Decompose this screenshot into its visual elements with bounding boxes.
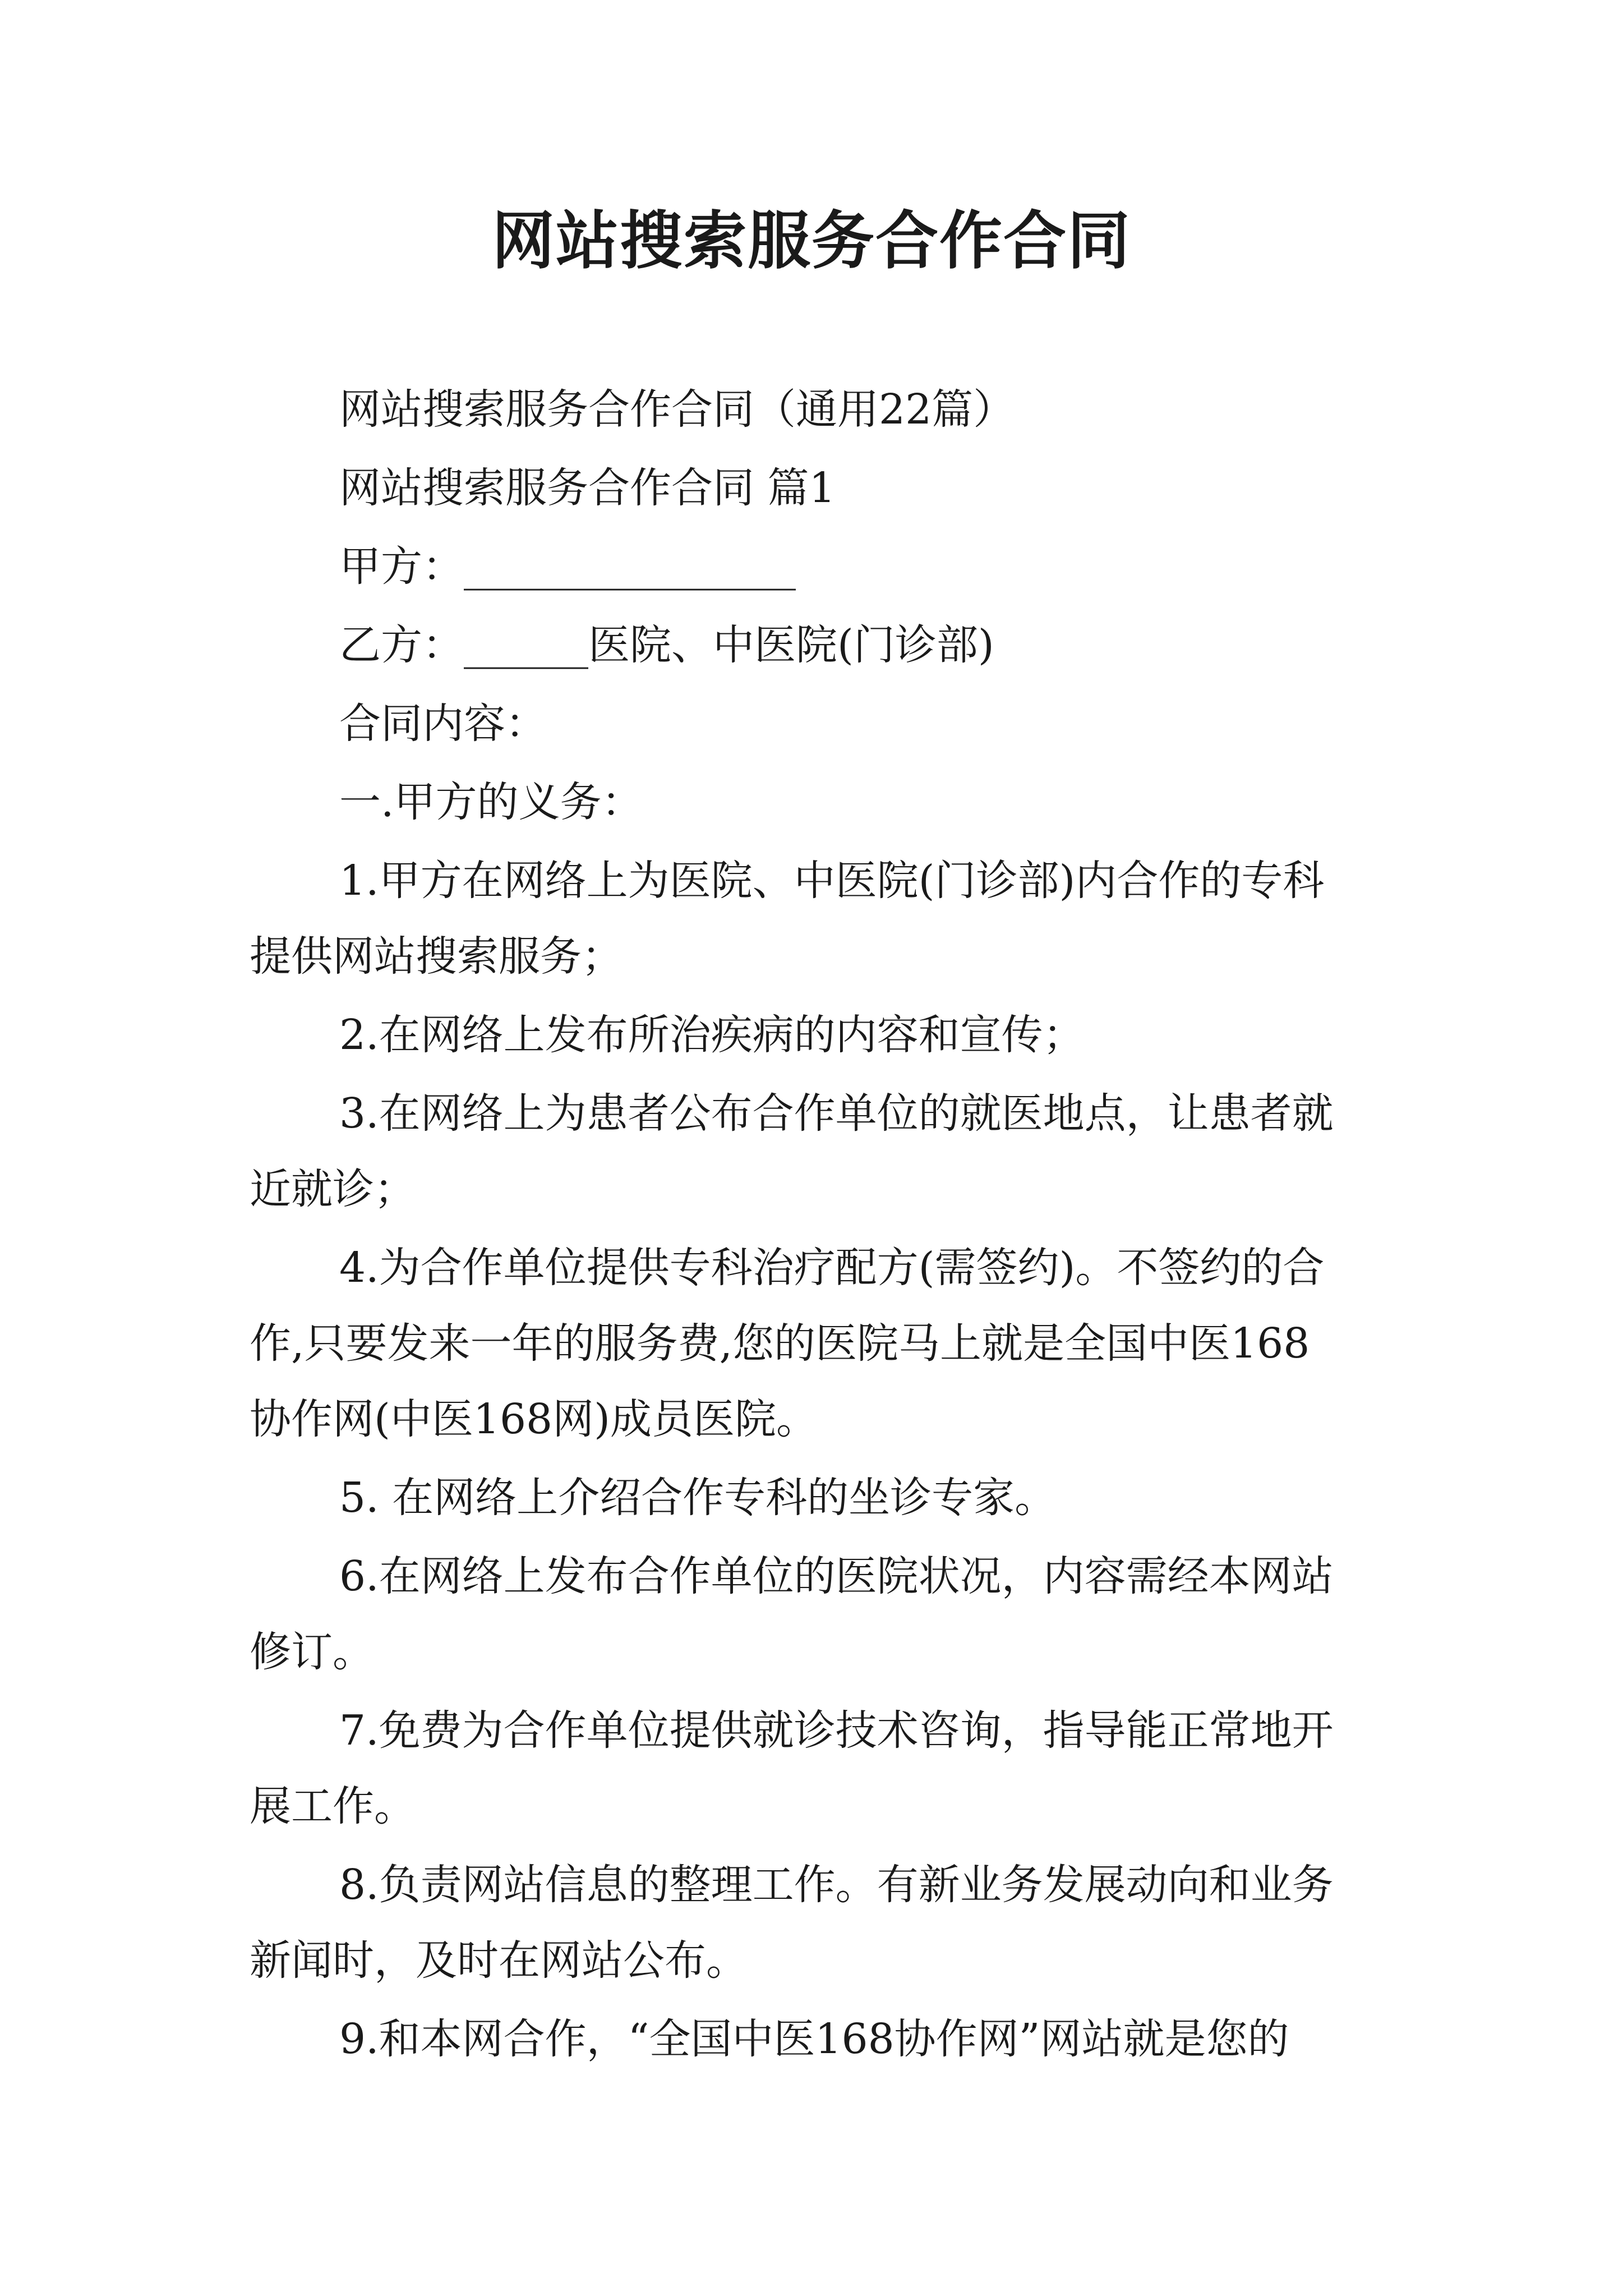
clause-8-line-1: 8.负责网站信息的整理工作。有新业务发展动向和业务	[339, 1861, 1334, 1909]
clause-7-line-2: 展工作。	[250, 1782, 416, 1830]
party-a-line: 甲方：________________	[339, 542, 796, 591]
obligations-heading: 一.甲方的义务：	[339, 778, 643, 826]
clause-4-line-2: 作,只要发来一年的服务费,您的医院马上就是全国中医168	[250, 1319, 1310, 1368]
clause-4-line-3: 协作网(中医168网)成员医院。	[250, 1395, 818, 1443]
clause-3-line-1: 3.在网络上为患者公布合作单位的就医地点，让患者就	[339, 1089, 1334, 1138]
clause-4-line-1: 4.为合作单位提供专科治疗配方(需签约)。不签约的合	[339, 1244, 1325, 1292]
clause-6-line-2: 修订。	[250, 1628, 374, 1676]
clause-1-line-1: 1.甲方在网络上为医院、中医院(门诊部)内合作的专科	[339, 857, 1325, 905]
contract-content-heading: 合同内容：	[339, 700, 547, 748]
clause-1-line-2: 提供网站搜索服务；	[250, 932, 623, 981]
party-b-line: 乙方：______医院、中医院(门诊部)	[339, 621, 994, 669]
section-heading: 网站搜索服务合作合同 篇1	[339, 464, 836, 512]
clause-3-line-2: 近就诊；	[250, 1165, 416, 1213]
clause-6-line-1: 6.在网络上发布合作单位的医院状况，内容需经本网站	[339, 1552, 1334, 1600]
clause-9-line-1: 9.和本网合作，“全国中医168协作网”网站就是您的	[339, 2015, 1289, 2063]
clause-2: 2.在网络上发布所治疾病的内容和宣传；	[339, 1011, 1085, 1059]
clause-5: 5. 在网络上介绍合作专科的坐诊专家。	[339, 1474, 1057, 1522]
clause-7-line-1: 7.免费为合作单位提供就诊技术咨询，指导能正常地开	[339, 1706, 1334, 1755]
subtitle-line: 网站搜索服务合作合同（通用22篇）	[339, 385, 1015, 434]
clause-8-line-2: 新闻时，及时在网站公布。	[250, 1936, 748, 1985]
document-title: 网站搜索服务合作合同	[492, 204, 1131, 278]
